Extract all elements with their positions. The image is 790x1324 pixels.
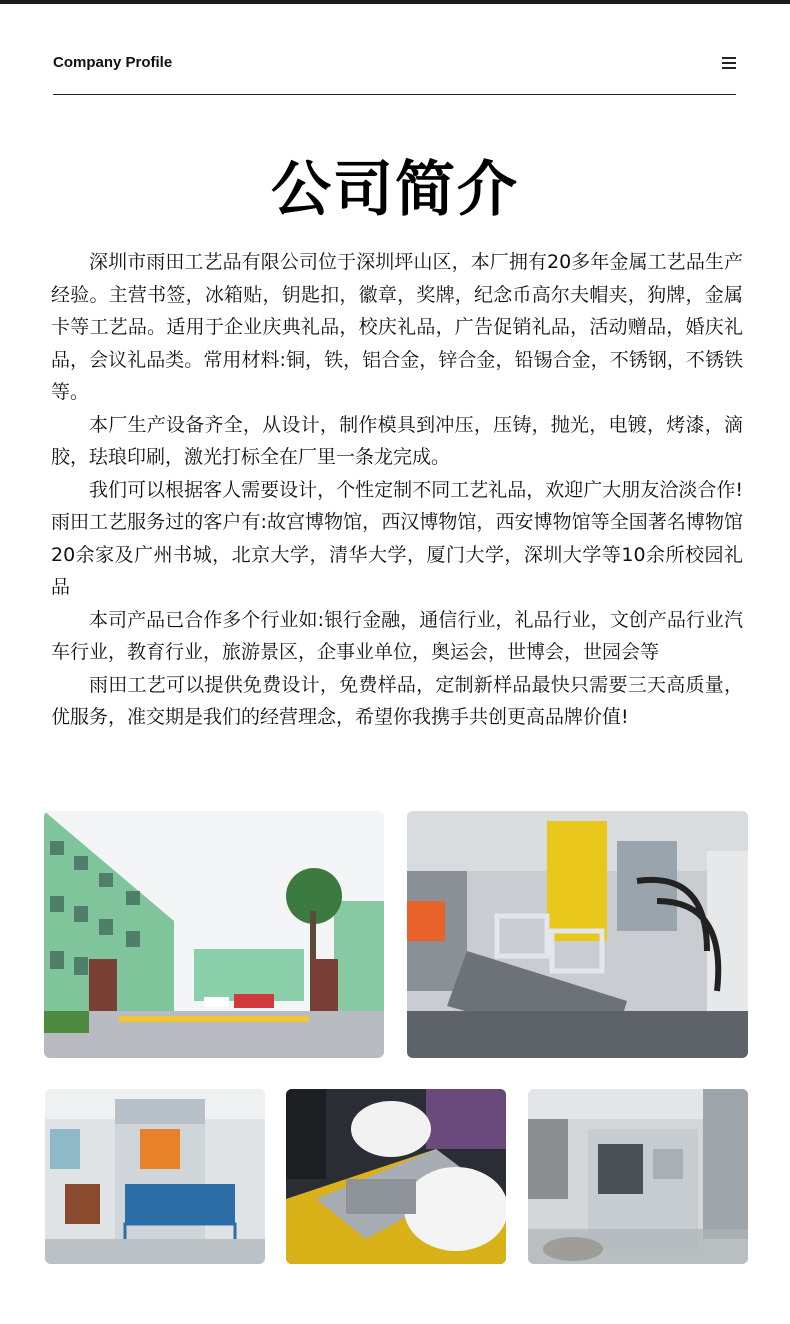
polishing-hands-photo bbox=[286, 1089, 506, 1264]
company-intro bbox=[51, 246, 743, 734]
hamburger-menu-icon[interactable] bbox=[722, 57, 736, 69]
factory-building-photo bbox=[44, 811, 384, 1058]
intro-paragraph-3: 我们可以根据客人需要设计，个性定制不同工艺礼品，欢迎广大朋友洽淡合作!雨田工艺服务过的客户有:故宫博物馆，西汉博物馆，西安博物馆等全国著名博物馆20余家及广州书城，北京大学，清华大学，厦门大学，深圳大学等10余所校园礼品 bbox=[51, 478, 743, 598]
top-bar bbox=[0, 0, 790, 4]
intro-paragraph-5: 雨田工艺可以提供免费设计，免费样品，定制新样品最快只需要三天高质量，优服务，准交期是我们的经营理念，希望你我携手共创更高品牌价值! bbox=[51, 673, 743, 728]
production-line-photo bbox=[407, 811, 748, 1058]
workshop-machine-photo bbox=[528, 1089, 748, 1264]
header-title: Company Profile bbox=[53, 54, 173, 71]
page-title: 公司简介 bbox=[271, 155, 519, 225]
intro-paragraph-2: 本厂生产设备齐全，从设计，制作模具到冲压，压铸，抛光，电镀，烤漆，滴胶，珐琅印刷，激光打标全在厂里一条龙完成。 bbox=[51, 413, 743, 468]
intro-paragraph-4: 本司产品已合作多个行业如:银行金融，通信行业，礼品行业，文创产品行业汽车行业，教育行业，旅游景区，企事业单位，奥运会，世博会，世园会等 bbox=[51, 608, 743, 663]
page-header bbox=[53, 50, 736, 95]
intro-paragraph-1: 深圳市雨田工艺品有限公司位于深圳坪山区，本厂拥有20多年金属工艺品生产经验。主营书签，冰箱贴，钥匙扣，徽章，奖牌，纪念币高尔夫帽夹，狗牌，金属卡等工艺品。适用于企业庆典礼品，校庆礼品，广告促销礼品，活动赠品，婚庆礼品，会议礼品类。常用材料:铜，铁，铝合金，锌合金，铅锡合金，不锈钢，不锈铁等。 bbox=[51, 251, 743, 403]
press-machine-photo bbox=[45, 1089, 265, 1264]
